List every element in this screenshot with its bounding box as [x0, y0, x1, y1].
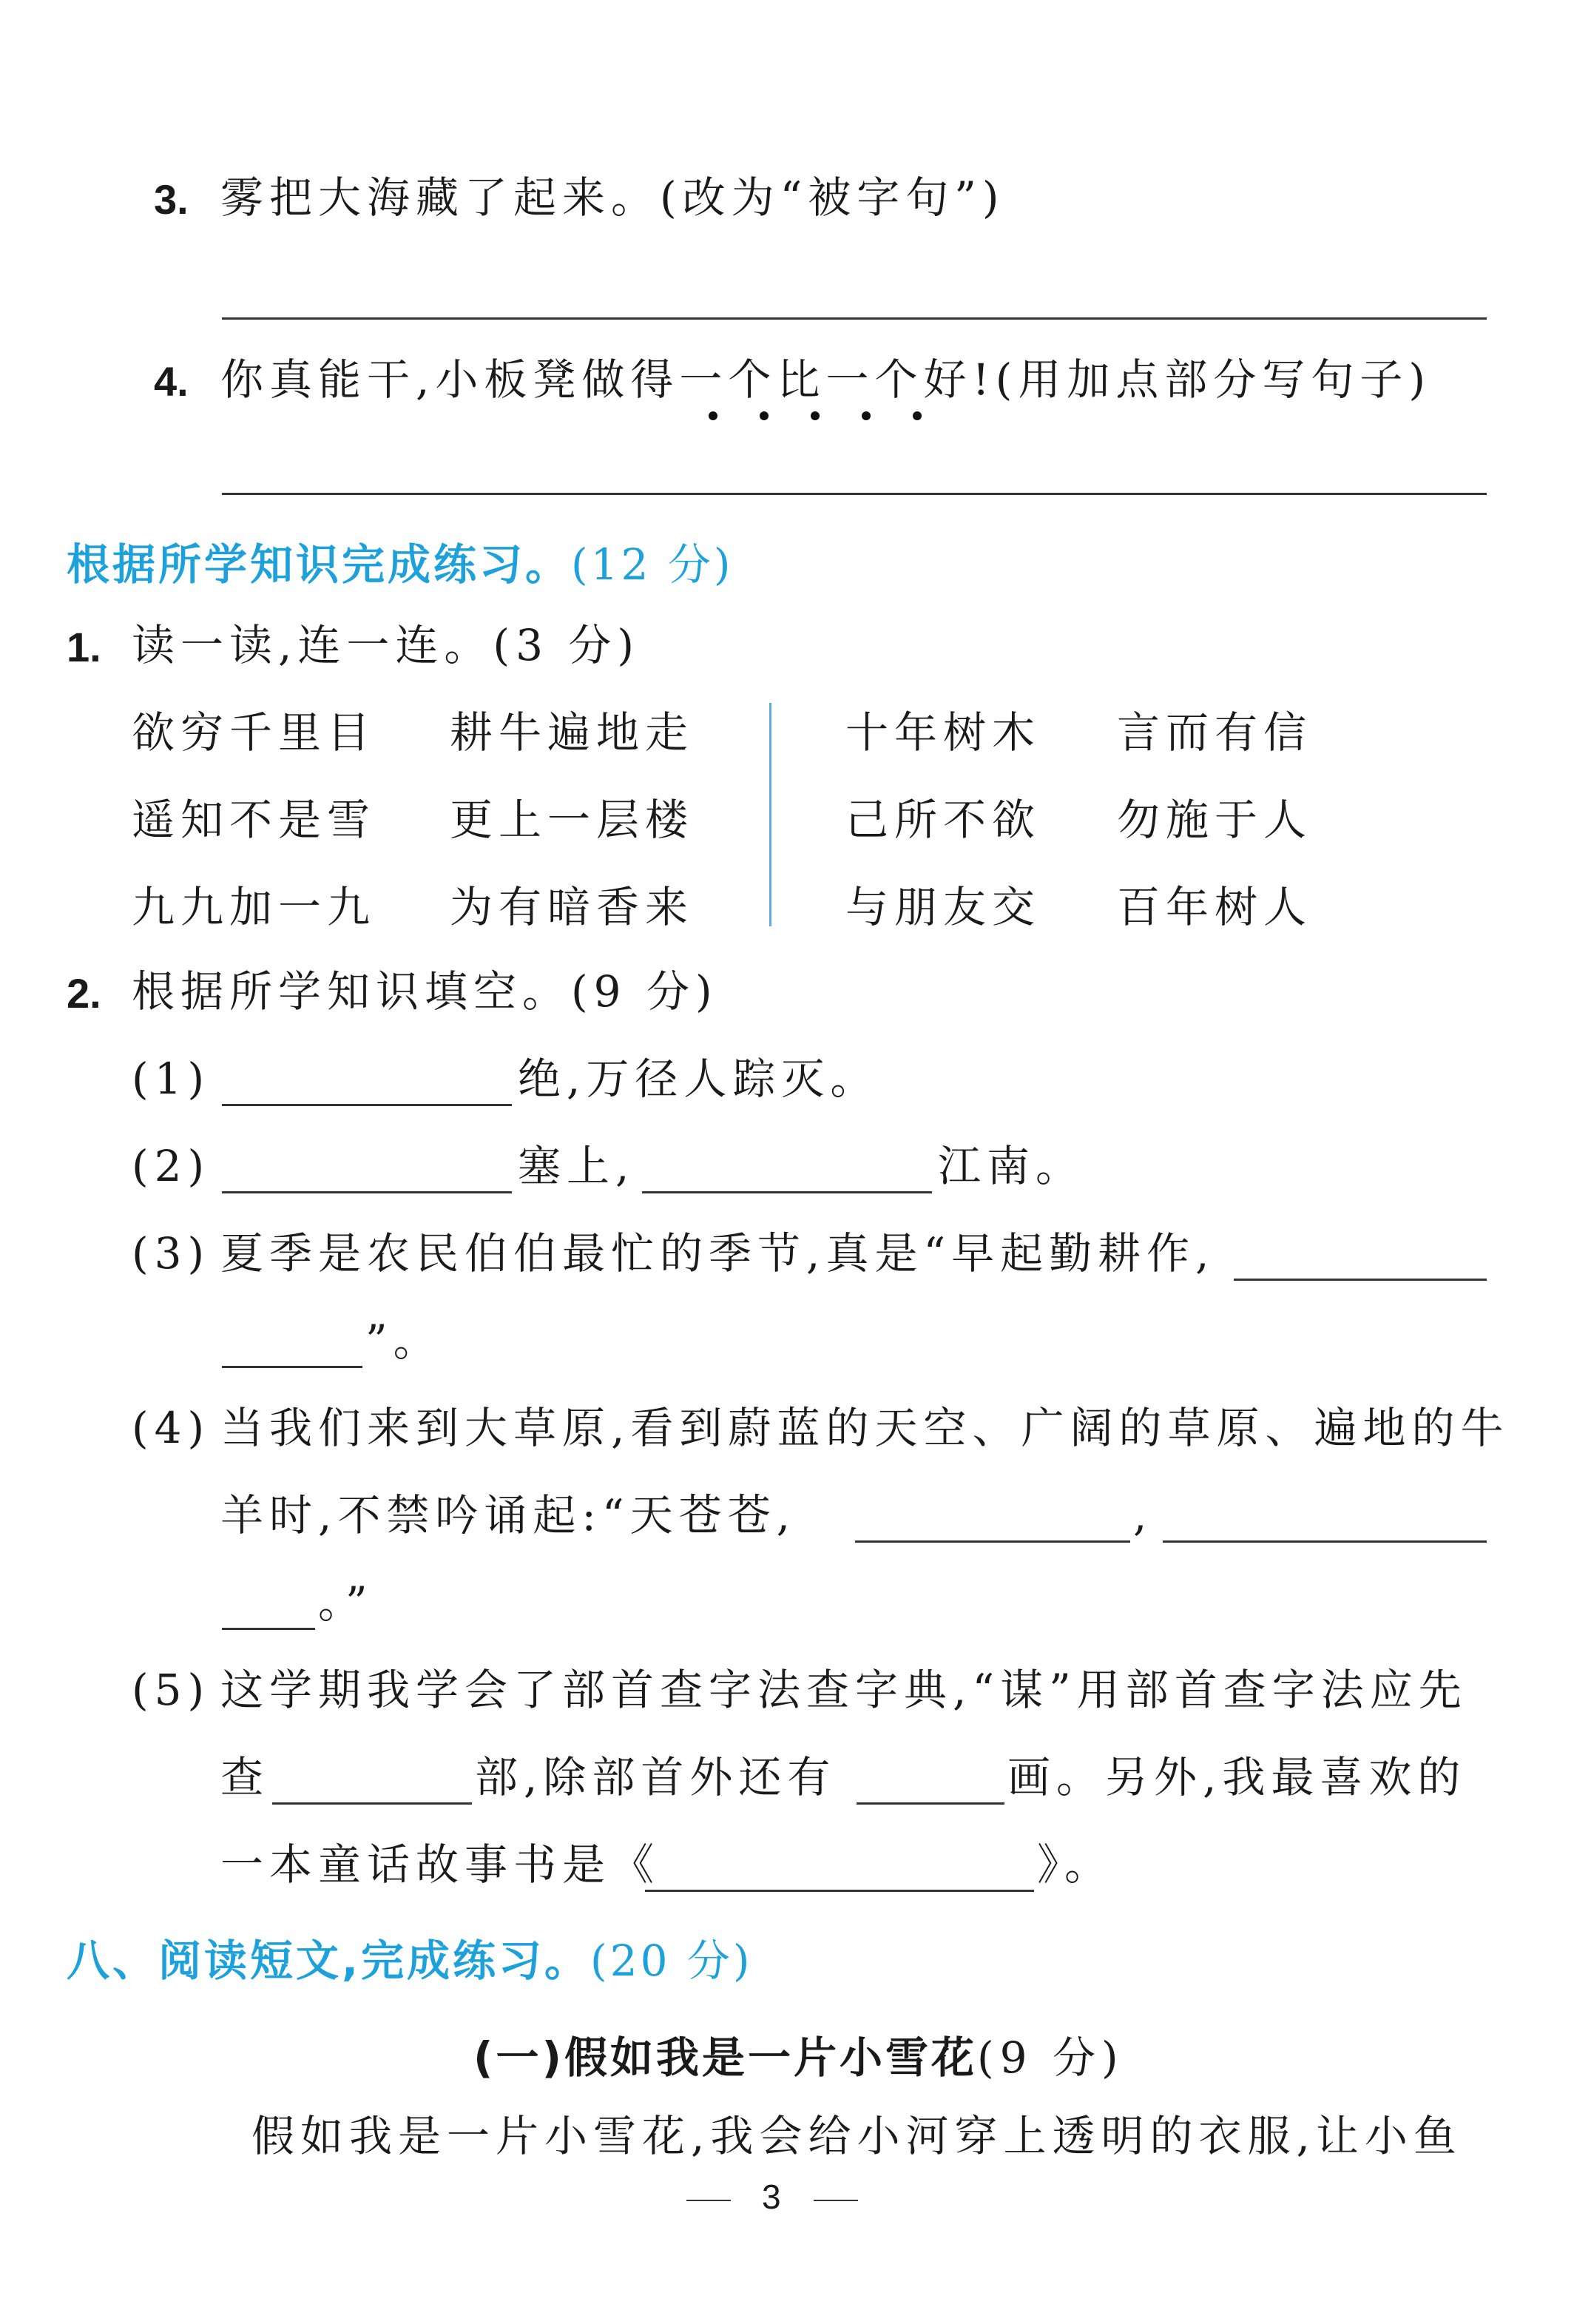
blank-5b[interactable] [857, 1802, 1004, 1805]
fill-text-1: 绝,万径人踪灭。 [518, 1054, 879, 1104]
match-right-a-3[interactable]: 与朋友交 [845, 882, 1041, 932]
blank-5a[interactable] [272, 1802, 472, 1805]
section-heading-8 [67, 1926, 753, 1988]
emphasis-dot [811, 411, 820, 420]
emphasis-dot [760, 411, 769, 420]
fill-text-4c: , [1133, 1490, 1153, 1540]
emphasis-dot [913, 411, 922, 420]
fill-label-5: (5) [132, 1665, 211, 1715]
page-number: 3 [762, 2178, 781, 2216]
match-right-a-1[interactable]: 十年树木 [845, 707, 1041, 758]
match-right-b-1[interactable]: 言而有信 [1117, 707, 1313, 758]
section-title-8: 八、阅读短文,完成练习。 [67, 1936, 591, 1986]
answer-line-3[interactable] [222, 317, 1487, 320]
page-dash-left [686, 2200, 731, 2201]
match-left-a-2[interactable]: 遥知不是雪 [132, 795, 376, 845]
blank-4b[interactable] [1163, 1540, 1487, 1543]
question-number-4: 4. [154, 358, 189, 405]
fill-text-5f: 》。 [1037, 1839, 1114, 1890]
fill-text-4b: 羊时,不禁吟诵起:“天苍苍, [220, 1490, 797, 1540]
fill-text-4a: 当我们来到大草原,看到蔚蓝的天空、广阔的草原、遍地的牛 [220, 1403, 1510, 1453]
fill-text-3a: 夏季是农民伯伯最忙的季节,真是“早起勤耕作, [220, 1228, 1215, 1279]
blank-3a[interactable] [1234, 1279, 1487, 1281]
emphasis-dot [709, 411, 717, 420]
page-dash-right [814, 2200, 858, 2201]
fill-text-5b: 查 [220, 1752, 270, 1802]
fill-text-5a: 这学期我学会了部首查字法查字典,“谋”用部首查字法应先 [220, 1665, 1467, 1715]
question-3-text: 雾把大海藏了起来。(改为“被字句”) [220, 172, 1005, 223]
fill-text-5d: 画。另外,我最喜欢的 [1007, 1752, 1467, 1802]
match-left-b-2[interactable]: 更上一层楼 [450, 795, 695, 845]
fill-text-3b: ”。 [365, 1316, 442, 1366]
question-2-text: 根据所学知识填空。(9 分) [132, 966, 718, 1017]
match-right-a-2[interactable]: 己所不欲 [845, 795, 1041, 845]
section-score: (12 分) [571, 539, 734, 590]
fill-text-2a: 塞上, [518, 1141, 635, 1191]
question-1-text: 读一读,连一连。(3 分) [132, 620, 641, 670]
match-left-b-3[interactable]: 为有暗香来 [450, 882, 695, 932]
passage-title: (一)假如我是一片小雪花 [473, 2032, 978, 2083]
section-title: 根据所学知识完成练习。 [67, 539, 572, 590]
section-score-8: (20 分) [590, 1936, 753, 1986]
question-number-1: 1. [67, 624, 101, 670]
fill-text-5c: 部,除部首外还有 [475, 1752, 837, 1802]
fill-text-5e: 一本童话故事书是《 [220, 1839, 661, 1890]
question-number-3: 3. [154, 176, 189, 223]
match-left-b-1[interactable]: 耕牛遍地走 [450, 707, 695, 758]
blank-1[interactable] [222, 1104, 512, 1106]
blank-3b[interactable] [222, 1366, 362, 1368]
question-number-2: 2. [67, 970, 101, 1017]
match-right-b-3[interactable]: 百年树人 [1117, 882, 1313, 932]
fill-label-4: (4) [132, 1403, 211, 1453]
emphasis-dot [862, 411, 871, 420]
fill-text-4d: 。” [318, 1577, 374, 1628]
fill-label-1: (1) [132, 1054, 211, 1104]
match-left-a-1[interactable]: 欲穷千里目 [132, 707, 376, 758]
answer-line-4[interactable] [222, 493, 1487, 495]
fill-text-2b: 江南。 [938, 1141, 1085, 1191]
blank-4c[interactable] [222, 1628, 315, 1630]
match-right-b-2[interactable]: 勿施于人 [1117, 795, 1313, 845]
fill-label-2: (2) [132, 1141, 211, 1191]
divider [769, 703, 771, 926]
blank-5c[interactable] [645, 1890, 1034, 1892]
question-4-text: 你真能干,小板凳做得一个比一个好!(用加点部分写句子) [220, 354, 1432, 405]
passage-heading [473, 2023, 1124, 2085]
passage-score: (9 分) [977, 2032, 1124, 2083]
match-left-a-3[interactable]: 九九加一九 [132, 882, 376, 932]
passage-line-1: 假如我是一片小雪花,我会给小河穿上透明的衣服,让小鱼 [251, 2111, 1462, 2161]
fill-label-3: (3) [132, 1228, 211, 1279]
blank-2b[interactable] [642, 1191, 932, 1193]
section-heading [67, 530, 734, 592]
blank-4a[interactable] [855, 1540, 1130, 1543]
blank-2a[interactable] [222, 1191, 512, 1193]
